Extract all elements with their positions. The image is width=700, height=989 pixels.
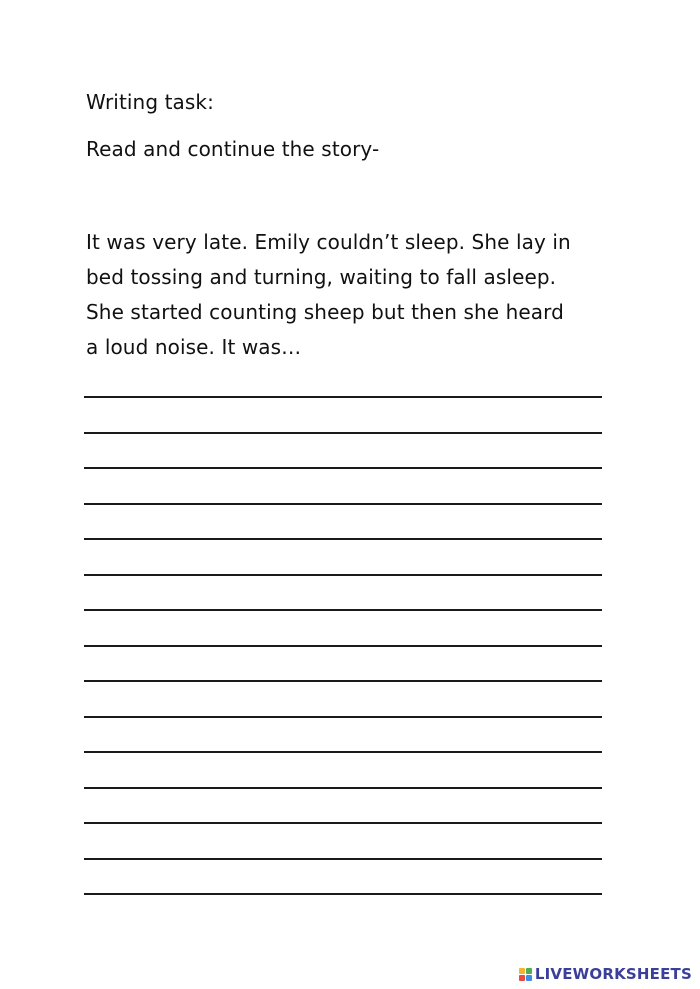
writing-line[interactable] xyxy=(84,574,602,576)
liveworksheets-logo xyxy=(519,963,692,985)
writing-line[interactable] xyxy=(84,822,602,824)
writing-line[interactable] xyxy=(84,893,602,895)
story-line: bed tossing and turning, waiting to fall asleep. xyxy=(86,265,557,289)
writing-area[interactable] xyxy=(84,396,602,929)
writing-line[interactable] xyxy=(84,787,602,789)
writing-line[interactable] xyxy=(84,538,602,540)
task-instruction: Read and continue the story- xyxy=(86,137,380,161)
writing-line[interactable] xyxy=(84,609,602,611)
writing-line[interactable] xyxy=(84,716,602,718)
story-line: She started counting sheep but then she heard xyxy=(86,300,564,324)
logo-square-green xyxy=(526,968,532,974)
writing-line[interactable] xyxy=(84,396,602,398)
logo-square-yellow xyxy=(519,968,525,974)
story-line: a loud noise. It was… xyxy=(86,335,302,359)
writing-line[interactable] xyxy=(84,858,602,860)
writing-line[interactable] xyxy=(84,680,602,682)
logo-square-red xyxy=(519,975,525,981)
writing-line[interactable] xyxy=(84,503,602,505)
writing-line[interactable] xyxy=(84,467,602,469)
writing-line[interactable] xyxy=(84,751,602,753)
brand-name: LIVEWORKSHEETS xyxy=(534,965,692,983)
logo-square-blue xyxy=(526,975,532,981)
writing-line[interactable] xyxy=(84,645,602,647)
story-line: It was very late. Emily couldn’t sleep. She lay in xyxy=(86,230,571,254)
story-text xyxy=(86,225,646,365)
liveworksheets-logo-icon xyxy=(519,968,532,981)
task-title: Writing task: xyxy=(86,90,214,114)
writing-line[interactable] xyxy=(84,432,602,434)
